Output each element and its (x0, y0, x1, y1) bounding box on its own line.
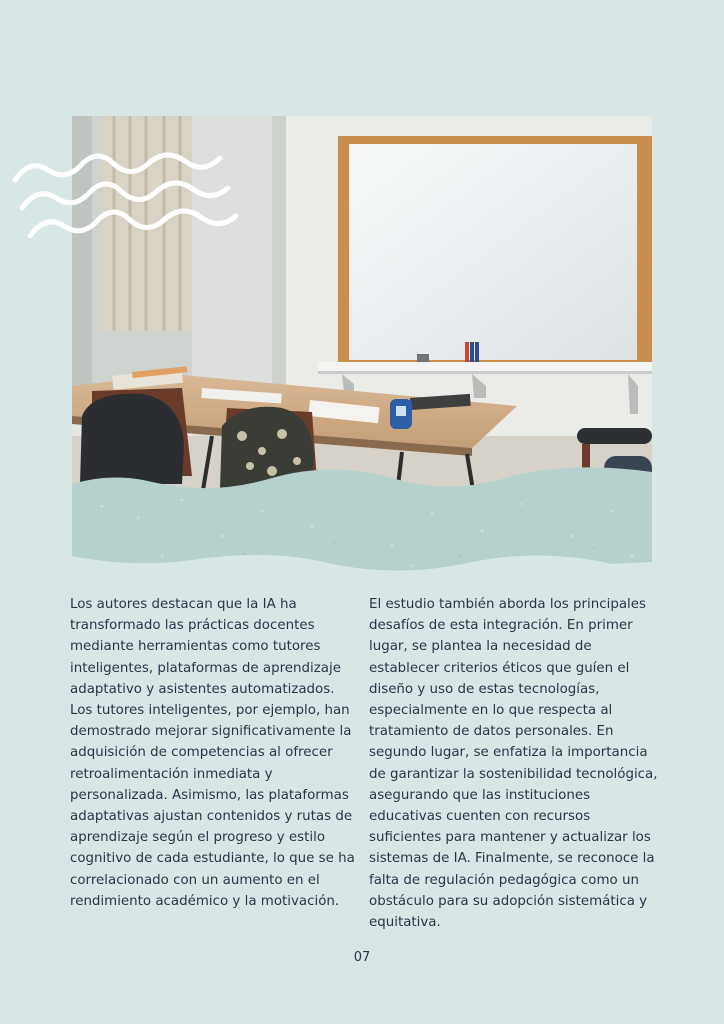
right-column-text: El estudio también aborda los principales desafíos de esta integración. En primer lugar, se plantea la necesidad de establecer criterios éticos que guíen el diseño y uso de estas tecnologías, especialmente en lo que respecta al tratamiento de datos personales. En segundo lugar, se enfatiza la importancia de garantizar la sostenibilidad tecnológica, asegurando que las instituciones educativas cuenten con recursos suficientes para mantener y actualizar los sistemas de IA. Finalmente, se reconoce la falta de regulación pedagógica como un obstáculo para su adopción sistemática y equitativa. (369, 597, 658, 931)
page-number: 07 (353, 950, 371, 965)
wave-decoration (10, 140, 240, 250)
left-column-text: Los autores destacan que la IA ha transformado las prácticas docentes mediante herramientas como tutores inteligentes, plataformas de aprendizaje adaptativo y asistentes automatizados. Los tutores inteligentes, por ejemplo, han demostrado mejorar significativamente la adquisición de competencias al ofrecer retroalimentación inmediata y personalizada. Asimismo, las plataformas adaptativas ajustan contenidos y rutas de aprendizaje según el progreso y estilo cognitivo de cada estudiante, lo que se ha correlacionado con un aumento en el rendimiento académico y la motivación. (70, 597, 355, 909)
